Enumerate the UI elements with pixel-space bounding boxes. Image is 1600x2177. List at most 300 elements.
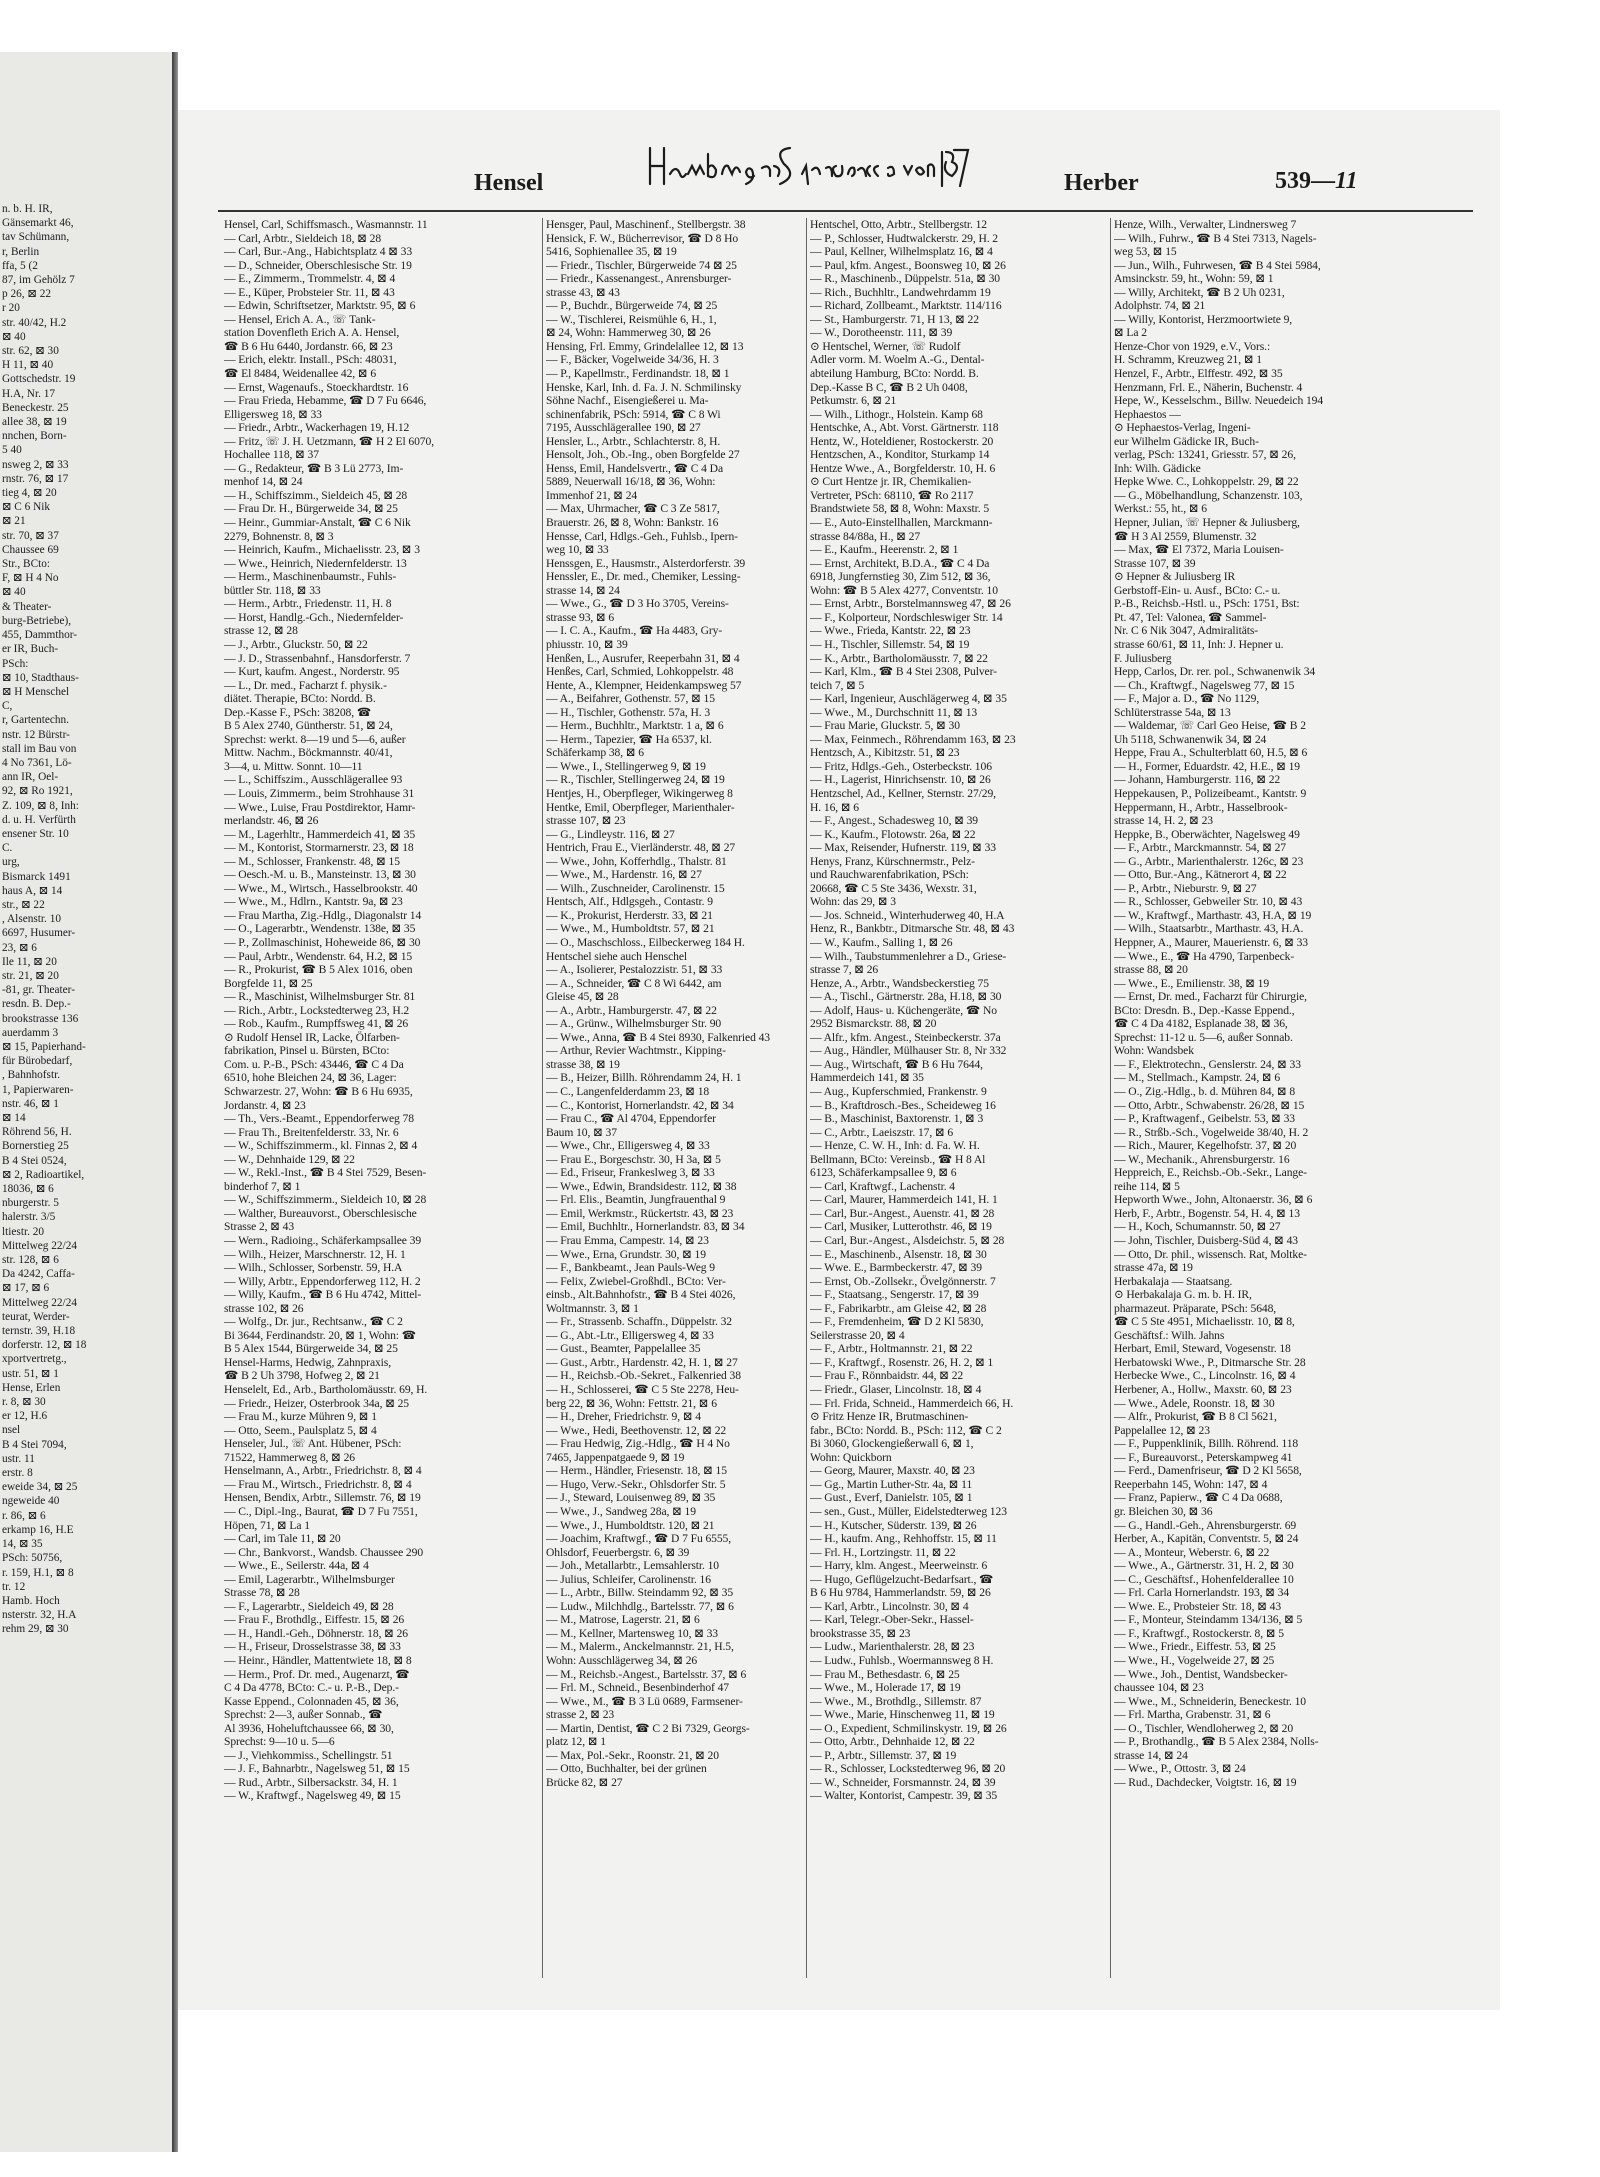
- directory-entry-line: — Heinrich, Kaufm., Michaelisstr. 23, ⊠ 3: [224, 543, 420, 557]
- directory-entry-line: — Ernst, Architekt, B.D.A., ☎ C 4 Da: [810, 556, 990, 570]
- directory-entry-line: — F., Elektrotechn., Genslerstr. 24, ⊠ 33: [1114, 1057, 1301, 1071]
- directory-entry-line: Sprechst: 9—10 u. 5—6: [224, 1735, 335, 1749]
- directory-entry-line: — Wwe., Heinrich, Niedernfelderstr. 13: [224, 556, 407, 570]
- directory-entry-line: — Frau M., Wirtsch., Friedrichstr. 8, ⊠ 4: [224, 1477, 412, 1491]
- directory-entry-line: — P., Arbtr., Nieburstr. 9, ⊠ 27: [1114, 881, 1257, 895]
- directory-entry-line: — Wwe., M., Hardenstr. 16, ⊠ 27: [546, 868, 702, 882]
- directory-entry-line: — Wwe., J., Sandweg 28a, ⊠ 19: [546, 1504, 696, 1518]
- directory-entry-line: merlandstr. 46, ⊠ 26: [224, 814, 319, 828]
- directory-entry-line: Heppe, Frau A., Schulterblatt 60, H.5, ⊠ 6: [1114, 746, 1308, 760]
- directory-entry-line: er 12, H.6: [2, 1410, 48, 1423]
- directory-entry-line: Reeperbahn 145, Wohn: 147, ⊠ 4: [1114, 1477, 1268, 1491]
- directory-entry-line: str., ⊠ 22: [2, 898, 45, 911]
- directory-entry-line: Wohn: Ausschlägerweg 34, ⊠ 26: [546, 1653, 698, 1667]
- directory-entry-line: platz 12, ⊠ 1: [546, 1735, 606, 1749]
- directory-entry-line: Hamb. Hoch: [2, 1594, 60, 1607]
- directory-entry-line: Bismarck 1491: [2, 870, 71, 883]
- directory-entry-line: d. u. H. Verfürth: [2, 813, 76, 826]
- directory-entry-line: eur Wilhelm Gädicke IR, Buch-: [1114, 434, 1259, 448]
- directory-entry-line: — P., Zollmaschinist, Hoheweide 86, ⊠ 30: [224, 935, 421, 949]
- directory-entry-line: B 5 Alex 1544, Bürgerweide 34, ⊠ 25: [224, 1342, 398, 1356]
- directory-entry-line: P.-B., Reichsb.-Hstl. u., PSch: 1751, Bst:: [1114, 597, 1300, 611]
- directory-entry-line: Bellmann, BCto: Vereinsb., ☎ H 8 Al: [810, 1152, 986, 1166]
- directory-entry-line: — Karl, Klm., ☎ B 4 Stei 2308, Pulver-: [810, 665, 997, 679]
- directory-entry-line: — Frl. Carla Hornerlandstr. 193, ⊠ 34: [1114, 1586, 1290, 1600]
- directory-entry-line: — Frau Martha, Zig.-Hdlg., Diagonalstr 14: [224, 908, 422, 922]
- directory-entry-line: ⊠ 15, Papierhand-: [2, 1040, 86, 1053]
- directory-entry-line: 2952 Bismarckstr. 88, ⊠ 20: [810, 1017, 937, 1031]
- directory-entry-line: — H., Friseur, Drosselstrasse 38, ⊠ 33: [224, 1640, 401, 1654]
- directory-entry-line: Hensel, Carl, Schiffsmasch., Wasmannstr. 11: [224, 218, 428, 231]
- directory-entry-line: — Frl. H., Lortzingstr. 11, ⊠ 22: [810, 1545, 956, 1559]
- directory-entry-line: — Wwe., A., Gärtnerstr. 31, H. 2, ⊠ 30: [1114, 1559, 1294, 1573]
- directory-page: [178, 110, 1500, 2010]
- directory-entry-line: — Emil, Werkmstr., Rückertstr. 43, ⊠ 23: [546, 1206, 734, 1220]
- directory-entry-line: — Rich., Buchhltr., Landwehrdamm 19: [810, 285, 991, 299]
- directory-entry-line: — Fr., Strassenb. Schaffn., Düppelstr. 32: [546, 1315, 733, 1329]
- directory-entry-line: — Franz, Papierw., ☎ C 4 Da 0688,: [1114, 1491, 1283, 1505]
- directory-entry-line: Bi 3060, Glockengießerwall 6, ⊠ 1,: [810, 1437, 974, 1451]
- directory-entry-line: — R., Prokurist, ☎ B 5 Alex 1016, oben: [224, 963, 413, 977]
- directory-entry-line: Brücke 82, ⊠ 27: [546, 1775, 623, 1789]
- directory-entry-line: — M., Kellner, Martensweg 10, ⊠ 33: [546, 1626, 718, 1640]
- directory-entry-line: — Johann, Hamburgerstr. 116, ⊠ 22: [1114, 773, 1281, 787]
- directory-entry-line: ⊠ 40: [2, 330, 26, 343]
- directory-entry-line: Heppermann, H., Arbtr., Hasselbrook-: [1114, 800, 1288, 814]
- directory-entry-line: Henss, Emil, Handelsvertr., ☎ C 4 Da: [546, 461, 723, 475]
- directory-entry-line: — Frau C., ☎ Al 4704, Eppendorfer: [546, 1112, 716, 1126]
- directory-entry-line: — Ludw., Milchhdlg., Bartelsstr. 77, ⊠ 6: [546, 1599, 734, 1613]
- directory-entry-line: — Hensel, Erich A. A., ☏ Tank-: [224, 312, 376, 326]
- directory-entry-line: Henselmann, A., Arbtr., Friedrichstr. 8, ⊠ 4: [224, 1464, 422, 1478]
- directory-entry-line: — H., Tischler, Sillemstr. 54, ⊠ 19: [810, 637, 970, 651]
- directory-entry-line: Schäferkamp 38, ⊠ 6: [546, 746, 644, 760]
- directory-entry-line: — Wilh., Schlosser, Sorbenstr. 59, H.A: [224, 1261, 403, 1275]
- directory-entry-line: Hammerdeich 141, ⊠ 35: [810, 1071, 924, 1085]
- directory-entry-line: — P., Kapellmstr., Ferdinandstr. 18, ⊠ 1: [546, 367, 730, 381]
- directory-entry-line: Hensick, F. W., Bücherrevisor, ☎ D 8 Ho: [546, 231, 739, 245]
- directory-entry-line: — F., Bankbeamt., Jean Pauls-Weg 9: [546, 1261, 715, 1275]
- directory-entry-line: Hephaestos —: [1114, 407, 1181, 421]
- directory-entry-line: ⊙ Hentschel, Werner, ☏ Rudolf: [810, 339, 961, 353]
- directory-entry-line: r 20: [2, 302, 20, 315]
- directory-entry-line: r, Gartentechn.: [2, 714, 69, 727]
- directory-entry-line: Immenhof 21, ⊠ 24: [546, 488, 638, 502]
- directory-entry-line: — Ernst, Ob.-Zollsekr., Övelgönnerstr. 7: [810, 1274, 996, 1288]
- directory-entry-line: ⊠ 21: [2, 515, 26, 528]
- directory-entry-line: Hentsch, Alf., Hdlgsgeh., Contastr. 9: [546, 895, 713, 909]
- directory-entry-line: Hentzsch, A., Kibitzstr. 51, ⊠ 23: [810, 746, 960, 760]
- directory-entry-line: Hensel-Harms, Hedwig, Zahnpraxis,: [224, 1355, 392, 1369]
- directory-entry-line: — Erich, elektr. Install., PSch: 48031,: [224, 353, 397, 367]
- directory-entry-line: ⊙ Fritz Henze IR, Brutmaschinen-: [810, 1410, 969, 1424]
- directory-entry-line: Kasse Eppend., Colonnaden 45, ⊠ 36,: [224, 1694, 399, 1708]
- directory-entry-line: Hense, Erlen: [2, 1381, 61, 1394]
- directory-entry-line: Henske, Karl, Inh. d. Fa. J. N. Schmilinsky: [546, 380, 742, 394]
- directory-entry-line: — W., Schiffszimmerm., Sieldeich 10, ⊠ 28: [224, 1193, 427, 1207]
- directory-entry-line: — Th., Vers.-Beamt., Eppendorferweg 78: [224, 1112, 414, 1126]
- directory-entry-line: — Friedr., Tischler, Bürgerweide 74 ⊠ 25: [546, 258, 737, 272]
- directory-entry-line: strasse 84/88a, H., ⊠ 27: [810, 529, 921, 543]
- directory-entry-line: Nr. C 6 Nik 3047, Admiralitäts-: [1114, 624, 1259, 638]
- directory-entry-line: Seilerstrasse 20, ⊠ 4: [810, 1328, 905, 1342]
- header-keyword-right: Herber: [1064, 170, 1139, 196]
- directory-entry-line: Pappelallee 12, ⊠ 23: [1114, 1423, 1210, 1437]
- column-divider: [542, 218, 543, 1978]
- directory-entry-line: — sen., Gust., Müller, Eidelstedterweg 123: [810, 1504, 1007, 1518]
- directory-entry-line: — Willy, Kaufm., ☎ B 6 Hu 4742, Mittel-: [224, 1288, 422, 1302]
- directory-entry-line: strasse 14, ⊠ 24: [546, 583, 620, 597]
- directory-entry-line: gr. Bleichen 30, ⊠ 36: [1114, 1504, 1213, 1518]
- directory-entry-line: str. 70, ⊠ 37: [2, 529, 59, 542]
- directory-entry-line: 6697, Husumer-: [2, 927, 76, 940]
- directory-entry-line: C 4 Da 4778, BCto: C.- u. P.-B., Dep.-: [224, 1681, 399, 1695]
- directory-entry-line: — W., Mechanik., Ahrensburgerstr. 16: [1114, 1152, 1290, 1166]
- directory-entry-line: Hentschke, A., Abt. Vorst. Gärtnerstr. 118: [810, 421, 999, 435]
- directory-entry-line: — Louis, Zimmerm., beim Strohhause 31: [224, 786, 415, 800]
- directory-entry-line: ☎ C 5 Ste 4951, Michaelisstr. 10, ⊠ 8,: [1114, 1315, 1295, 1329]
- directory-entry-line: — H., Former, Eduardstr. 42, H.E., ⊠ 19: [1114, 759, 1300, 773]
- directory-entry-line: — W., Tischlerei, Reismühle 6, H., 1,: [546, 312, 717, 326]
- directory-entry-line: 1, Papierwaren-: [2, 1083, 74, 1096]
- directory-entry-line: — Gg., Martin Luther-Str. 4a, ⊠ 11: [810, 1477, 973, 1491]
- directory-entry-line: strasse 2, ⊠ 23: [546, 1708, 615, 1722]
- directory-entry-line: — Frl. M., Schneid., Besenbinderhof 47: [546, 1681, 729, 1695]
- directory-entry-line: — Wilh., Staatsarbtr., Marthastr. 43, H.A.: [1114, 922, 1304, 936]
- directory-entry-line: — J. F., Bahnarbtr., Nagelsweg 51, ⊠ 15: [224, 1762, 410, 1776]
- directory-entry-line: H 11, ⊠ 40: [2, 359, 54, 372]
- directory-entry-line: — J., Arbtr., Gluckstr. 50, ⊠ 22: [224, 637, 368, 651]
- column-divider: [1110, 218, 1111, 1978]
- directory-entry-line: Henze-Chor von 1929, e.V., Vors.:: [1114, 339, 1271, 353]
- directory-entry-line: — Wilh., Lithogr., Holstein. Kamp 68: [810, 407, 983, 421]
- directory-entry-line: Hensger, Paul, Maschinenf., Stellbergstr. 38: [546, 218, 746, 231]
- directory-entry-line: — J., Steward, Louisenweg 89, ⊠ 35: [546, 1491, 716, 1505]
- directory-entry-line: F. Juliusberg: [1114, 651, 1172, 665]
- directory-entry-line: — Walther, Bureauvorst., Oberschlesische: [224, 1206, 417, 1220]
- directory-entry-line: Sprechst: werkt. 8—19 und 5—6, außer: [224, 732, 406, 746]
- directory-entry-line: Hentke, Emil, Oberpfleger, Marienthaler-: [546, 800, 735, 814]
- directory-entry-line: Henys, Franz, Kürschnermstr., Pelz-: [810, 854, 975, 868]
- directory-entry-line: nburgerstr. 5: [2, 1197, 59, 1210]
- directory-entry-line: — Joh., Metallarbtr., Lemsahlerstr. 10: [546, 1559, 719, 1573]
- directory-entry-line: — A., Tischl., Gärtnerstr. 28a, H.18, ⊠ 30: [810, 990, 1002, 1004]
- directory-entry-line: — Wwe., E., ☎ Ha 4790, Tarpenbeck-: [1114, 949, 1295, 963]
- directory-entry-line: xportvertretg.,: [2, 1353, 67, 1366]
- directory-entry-line: Hentrich, Frau E., Vierländerstr. 48, ⊠ 27: [546, 841, 736, 855]
- directory-entry-line: ⊠ H Menschel: [2, 685, 70, 698]
- directory-entry-line: — Wwe., M., Hdlrn., Kantstr. 9a, ⊠ 23: [224, 895, 403, 909]
- directory-entry-line: — Carl, Musiker, Lutterothstr. 46, ⊠ 19: [810, 1220, 992, 1234]
- directory-entry-line: ⊙ Rudolf Hensel IR, Lacke, Ölfarben-: [224, 1030, 400, 1044]
- directory-entry-line: 4 No 7361, Lö-: [2, 756, 72, 769]
- directory-entry-line: — B., Maschinist, Baxtorenstr. 1, ⊠ 3: [810, 1112, 984, 1126]
- directory-entry-line: Hentz, W., Hoteldiener, Rostockerstr. 20: [810, 434, 994, 448]
- entry-column-2: [546, 218, 804, 1789]
- directory-entry-line: — K., Arbtr., Bartholomäusstr. 7, ⊠ 22: [810, 651, 988, 665]
- directory-entry-line: — O., Tischler, Wendloherweg 2, ⊠ 20: [1114, 1721, 1294, 1735]
- directory-entry-line: binderhof 7, ⊠ 1: [224, 1179, 301, 1193]
- directory-entry-line: -81, gr. Theater-: [2, 984, 75, 997]
- directory-entry-line: — W., Kraftwgf., Marthastr. 43, H.A, ⊠ 19: [1114, 908, 1312, 922]
- directory-entry-line: ☎ H 3 Al 2559, Blumenstr. 32: [1114, 529, 1257, 543]
- directory-entry-line: Pt. 47, Tel: Valonea, ☎ Sammel-: [1114, 610, 1267, 624]
- directory-entry-line: strasse 14, H. 2, ⊠ 23: [1114, 814, 1213, 828]
- directory-entry-line: — G., Handl.-Geh., Ahrensburgerstr. 69: [1114, 1518, 1297, 1532]
- directory-entry-line: — Wilh., Heizer, Marschnerstr. 12, H. 1: [224, 1247, 406, 1261]
- directory-entry-line: Com. u. P.-B., PSch: 43446, ☎ C 4 Da: [224, 1057, 404, 1071]
- directory-entry-line: ensener Str. 10: [2, 827, 69, 840]
- directory-entry-line: teurat, Werder-: [2, 1310, 70, 1323]
- directory-entry-line: — H., Handl.-Geh., Döhnerstr. 18, ⊠ 26: [224, 1626, 408, 1640]
- directory-entry-line: ☎ B 6 Hu 6440, Jordanstr. 66, ⊠ 23: [224, 339, 393, 353]
- directory-entry-line: , Alsenstr. 10: [2, 913, 61, 926]
- directory-entry-line: — M., Lagerhltr., Hammerdeich 41, ⊠ 35: [224, 827, 416, 841]
- directory-entry-line: B 6 Hu 9784, Hammerlandstr. 59, ⊠ 26: [810, 1586, 991, 1600]
- directory-entry-line: Hepworth Wwe., John, Altonaerstr. 36, ⊠ 6: [1114, 1193, 1313, 1207]
- directory-entry-line: — Willy, Architekt, ☎ B 2 Uh 0231,: [1114, 285, 1285, 299]
- directory-entry-line: — Ludw., Marienthalerstr. 28, ⊠ 23: [810, 1640, 975, 1654]
- directory-entry-line: phiusstr. 10, ⊠ 39: [546, 637, 628, 651]
- directory-entry-line: BCto: Dresdn. B., Dep.-Kasse Eppend.,: [1114, 1003, 1295, 1017]
- directory-entry-line: — Frau M., Bethesdastr. 6, ⊠ 25: [810, 1667, 960, 1681]
- directory-entry-line: — Rud., Arbtr., Silbersackstr. 34, H. 1: [224, 1775, 398, 1789]
- directory-entry-line: 14, ⊠ 35: [2, 1538, 43, 1551]
- directory-entry-line: ☎ El 8484, Weidenallee 42, ⊠ 6: [224, 367, 377, 381]
- directory-entry-line: Z. 109, ⊠ 8, Inh:: [2, 799, 79, 812]
- directory-entry-line: — W., Schiffszimmerm., kl. Finnas 2, ⊠ 4: [224, 1139, 418, 1153]
- directory-entry-line: urg,: [2, 856, 20, 869]
- directory-entry-line: — E., Kaufm., Heerenstr. 2, ⊠ 1: [810, 543, 959, 557]
- directory-entry-line: str. 40/42, H.2: [2, 316, 67, 329]
- directory-entry-line: Adolphstr. 74, ⊠ 21: [1114, 299, 1206, 313]
- directory-entry-line: — Ernst, Arbtr., Borstelmannsweg 47, ⊠ 26: [810, 597, 1011, 611]
- directory-entry-line: Brandstwiete 58, ⊠ 8, Wohn: Maxstr. 5: [810, 502, 990, 516]
- directory-entry-line: — Ernst, Wagenaufs., Stoeckhardtstr. 16: [224, 380, 409, 394]
- directory-entry-line: — Fritz, Hdlgs.-Geh., Osterbeckstr. 106: [810, 759, 992, 773]
- directory-entry-line: Söhne Nachf., Eisengießerei u. Ma-: [546, 394, 709, 408]
- directory-entry-line: — Rob., Kaufm., Rumpffsweg 41, ⊠ 26: [224, 1017, 409, 1031]
- directory-entry-line: — Karl, Ingenieur, Auschlägerweg 4, ⊠ 35: [810, 692, 1007, 706]
- directory-entry-line: — Paul, Arbtr., Wendenstr. 64, H.2, ⊠ 15: [224, 949, 413, 963]
- directory-entry-line: — Wwe., Edwin, Brandsidestr. 112, ⊠ 38: [546, 1179, 737, 1193]
- directory-entry-line: — C., Kontorist, Hornerlandstr. 42, ⊠ 34: [546, 1098, 734, 1112]
- directory-entry-line: n. b. H. IR,: [2, 203, 53, 215]
- directory-entry-line: — O., Zig.-Hdlg., b. d. Mühren 84, ⊠ 8: [1114, 1085, 1296, 1098]
- directory-entry-line: — G., Redakteur, ☎ B 3 Lü 2773, Im-: [224, 461, 404, 475]
- directory-entry-line: — Max, Feinmech., Röhrendamm 163, ⊠ 23: [810, 732, 1016, 746]
- directory-entry-line: — Edwin, Schriftsetzer, Marktstr. 95, ⊠ 6: [224, 299, 416, 313]
- directory-entry-line: — Heinr., Gummiar-Anstalt, ☎ C 6 Nik: [224, 516, 411, 530]
- directory-entry-line: — Wwe., E., Emilienstr. 38, ⊠ 19: [1114, 976, 1270, 990]
- directory-entry-line: Henzmann, Frl. E., Näherin, Buchenstr. 4: [1114, 380, 1303, 394]
- directory-entry-line: nstr. 12 Bürstr-: [2, 728, 70, 741]
- directory-entry-line: 23, ⊠ 6: [2, 941, 37, 954]
- directory-entry-line: — Adolf, Haus- u. Küchengeräte, ☎ No: [810, 1003, 997, 1017]
- directory-entry-line: — M., Matrose, Lagerstr. 21, ⊠ 6: [546, 1613, 700, 1627]
- directory-entry-line: — Carl, Arbtr., Sieldeich 18, ⊠ 28: [224, 231, 382, 245]
- directory-entry-line: — Wwe., E., Seilerstr. 44a, ⊠ 4: [224, 1559, 369, 1573]
- directory-entry-line: — H., Schiffszimm., Sieldeich 45, ⊠ 28: [224, 488, 408, 502]
- directory-entry-line: Henssgen, E., Hausmstr., Alsterdorferstr. 39: [546, 556, 746, 570]
- directory-entry-line: r, Berlin: [2, 245, 40, 258]
- directory-entry-line: C,: [2, 700, 13, 713]
- directory-entry-line: — Emil, Buchhltr., Hornerlandstr. 83, ⊠ 34: [546, 1220, 745, 1234]
- directory-entry-line: Bornerstieg 25: [2, 1140, 69, 1153]
- directory-entry-line: — Ch., Kraftwgf., Nagelsweg 77, ⊠ 15: [1114, 678, 1295, 692]
- directory-entry-line: — Frau Hedwig, Zig.-Hdlg., ☎ H 4 No: [546, 1437, 730, 1451]
- directory-entry-line: PSch:: [2, 657, 29, 670]
- directory-entry-line: erkamp 16, H.E: [2, 1523, 74, 1536]
- directory-entry-line: — Friedr., Kassenangest., Anrensburger-: [546, 272, 732, 286]
- directory-entry-line: brookstrasse 35, ⊠ 23: [810, 1626, 911, 1640]
- directory-entry-line: tieg 4, ⊠ 20: [2, 487, 57, 500]
- directory-entry-line: Hensolt, Joh., Ob.-Ing., oben Borgfelde 27: [546, 448, 740, 462]
- directory-entry-line: 3—4, u. Mittw. Sonnt. 10—11: [224, 759, 363, 773]
- directory-entry-line: — Heinr., Händler, Mattentwiete 18, ⊠ 8: [224, 1653, 412, 1667]
- directory-entry-line: — Frau F., Brothdlg., Eiffestr. 15, ⊠ 26: [224, 1613, 405, 1627]
- directory-entry-line: stall im Bau von: [2, 742, 77, 755]
- directory-entry-line: fabrikation, Pinsel u. Bürsten, BCto:: [224, 1044, 390, 1058]
- directory-entry-line: — Carl, Bur.-Angest., Auenstr. 41, ⊠ 28: [810, 1206, 995, 1220]
- directory-entry-line: Henßen, L., Ausrufer, Reeperbahn 31, ⊠ 4: [546, 651, 740, 665]
- directory-entry-line: Hochallee 118, ⊠ 37: [224, 448, 319, 462]
- directory-entry-line: Hentzschen, A., Konditor, Sturkamp 14: [810, 448, 990, 462]
- directory-entry-line: rehm 29, ⊠ 30: [2, 1623, 69, 1636]
- directory-entry-line: resdn. B. Dep.-: [2, 998, 71, 1011]
- directory-entry-line: ⊙ Hephaestos-Verlag, Ingeni-: [1114, 421, 1251, 435]
- directory-entry-line: Baum 10, ⊠ 37: [546, 1125, 617, 1139]
- directory-entry-line: — Waldemar, ☏ Carl Geo Heise, ☎ B 2: [1114, 719, 1306, 733]
- directory-entry-line: ustr. 51, ⊠ 1: [2, 1367, 59, 1380]
- directory-entry-line: ⊠ 24, Wohn: Hammerweg 30, ⊠ 26: [546, 326, 711, 340]
- directory-entry-line: Elligersweg 18, ⊠ 33: [224, 407, 322, 421]
- directory-entry-line: — E., Zimmerm., Trommelstr. 4, ⊠ 4: [224, 272, 396, 286]
- directory-entry-line: — F., Kraftwgf., Rosenstr. 26, H. 2, ⊠ 1: [810, 1355, 994, 1369]
- directory-entry-line: B 4 Stei 0524,: [2, 1154, 67, 1167]
- directory-entry-line: — M., Reichsb.-Angest., Bartelsstr. 37, ⊠ 6: [546, 1667, 747, 1681]
- directory-entry-line: reihe 114, ⊠ 5: [1114, 1179, 1180, 1193]
- directory-entry-line: Henssler, E., Dr. med., Chemiker, Lessing-: [546, 570, 741, 584]
- directory-entry-line: — Wwe., John, Kofferhdlg., Thalstr. 81: [546, 854, 727, 868]
- directory-entry-line: Mittelweg 22/24: [2, 1239, 77, 1252]
- directory-entry-line: Hentjes, H., Oberpfleger, Wikingerweg 8: [546, 786, 733, 800]
- directory-entry-line: , Bahnhofstr.: [2, 1069, 61, 1082]
- entry-column-4: [1114, 218, 1486, 1789]
- directory-entry-line: B 4 Stei 7094,: [2, 1438, 67, 1451]
- directory-entry-line: — K., Prokurist, Herderstr. 33, ⊠ 21: [546, 908, 713, 922]
- directory-entry-line: — Hugo, Verw.-Sekr., Ohlsdorfer Str. 5: [546, 1477, 726, 1491]
- directory-entry-line: — John, Tischler, Duisberg-Süd 4, ⊠ 43: [1114, 1234, 1298, 1248]
- directory-entry-line: Heppreich, E., Reichsb.-Ob.-Sekr., Lange-: [1114, 1166, 1307, 1180]
- directory-entry-line: — F., Bäcker, Vogelweide 34/36, H. 3: [546, 353, 719, 367]
- directory-entry-line: r. 86, ⊠ 6: [2, 1509, 46, 1522]
- directory-entry-line: — Wwe., H., Vogelweide 27, ⊠ 25: [1114, 1653, 1275, 1667]
- directory-entry-line: — A., Monteur, Weberstr. 6, ⊠ 22: [1114, 1545, 1270, 1559]
- directory-entry-line: — Fritz, ☏ J. H. Uetzmann, ☎ H 2 El 6070,: [224, 434, 434, 448]
- directory-entry-line: — Herm., Prof. Dr. med., Augenarzt, ☎: [224, 1667, 410, 1681]
- directory-entry-line: Höpen, 71, ⊠ La 1: [224, 1518, 310, 1532]
- directory-entry-line: rnstr. 76, ⊠ 17: [2, 472, 69, 485]
- directory-entry-line: & Theater-: [2, 600, 52, 613]
- directory-entry-line: — Carl, Maurer, Hammerdeich 141, H. 1: [810, 1193, 998, 1207]
- directory-entry-line: Hensler, L., Arbtr., Schlachterstr. 8, H.: [546, 434, 721, 448]
- directory-entry-line: — A., Grünw., Wilhelmsburger Str. 90: [546, 1017, 722, 1031]
- directory-entry-line: ⊠ C 6 Nik: [2, 501, 51, 514]
- directory-entry-line: — Carl, Bur.-Ang., Habichtsplatz 4 ⊠ 33: [224, 245, 413, 259]
- directory-entry-line: — Wwe., M., Wirtsch., Hasselbrookstr. 40: [224, 881, 418, 895]
- directory-entry-line: Hensse, Carl, Hdlgs.-Geh., Fuhlsb., Ipern-: [546, 529, 738, 543]
- directory-entry-line: — Julius, Schleifer, Carolinenstr. 16: [546, 1572, 711, 1586]
- directory-entry-line: H. 16, ⊠ 6: [810, 800, 859, 814]
- directory-entry-line: — F., Staatsang., Sengerstr. 17, ⊠ 39: [810, 1288, 979, 1302]
- directory-entry-line: — R., Schlosser, Gebweiler Str. 10, ⊠ 43: [1114, 895, 1303, 909]
- directory-entry-line: Dep.-Kasse F., PSch: 38208, ☎: [224, 705, 372, 719]
- directory-entry-line: nsterstr. 32, H.A: [2, 1609, 77, 1622]
- directory-entry-line: — Herm., Maschinenbaumstr., Fuhls-: [224, 570, 397, 584]
- directory-entry-line: — Wilh., Taubstummenlehrer a D., Griese-: [810, 949, 1007, 963]
- directory-entry-line: Str., BCto:: [2, 558, 51, 571]
- directory-entry-line: ⊠ 2, Radioartikel,: [2, 1168, 85, 1181]
- directory-entry-line: für Bürobedarf,: [2, 1055, 73, 1068]
- directory-entry-line: ⊠ 14: [2, 1112, 26, 1124]
- directory-entry-line: — F., Angest., Schadesweg 10, ⊠ 39: [810, 814, 979, 828]
- directory-entry-line: Adler vorm. M. Woelm A.-G., Dental-: [810, 353, 985, 367]
- directory-entry-line: — Wwe., Anna, ☎ B 4 Stei 8930, Falkenried 43: [546, 1030, 770, 1044]
- directory-entry-line: Ile 11, ⊠ 20: [2, 955, 57, 968]
- directory-entry-line: — H., Tischler, Gothenstr. 57a, H. 3: [546, 705, 711, 719]
- column-divider: [806, 218, 807, 1978]
- directory-entry-line: Uh 5118, Schwanenwik 34, ⊠ 24: [1114, 732, 1267, 746]
- directory-entry-line: — C., Langenfelderdamm 23, ⊠ 18: [546, 1085, 710, 1098]
- directory-entry-line: — H., Lagerist, Hinrichsenstr. 10, ⊠ 26: [810, 773, 991, 787]
- directory-entry-line: chaussee 104, ⊠ 23: [1114, 1681, 1204, 1695]
- header-rule: [218, 210, 1473, 212]
- directory-entry-line: — Frau Frieda, Hebamme, ☎ D 7 Fu 6646,: [224, 394, 427, 408]
- directory-entry-line: — Karl, Arbtr., Lincolnstr. 30, ⊠ 4: [810, 1599, 969, 1613]
- directory-entry-line: schinenfabrik, PSch: 5914, ☎ C 8 Wi: [546, 407, 721, 421]
- directory-entry-line: Herbener, A., Hollw., Maxstr. 60, ⊠ 23: [1114, 1383, 1292, 1397]
- directory-entry-line: — G., Lindleystr. 116, ⊠ 27: [546, 827, 675, 841]
- directory-entry-line: strasse 107, ⊠ 23: [546, 814, 626, 828]
- directory-entry-line: 7465, Jappenpatgaede 9, ⊠ 19: [546, 1450, 685, 1464]
- directory-entry-line: — F., Arbtr., Holtmannstr. 21, ⊠ 22: [810, 1342, 973, 1356]
- directory-entry-line: station Dovenfleth Erich A. A. Hensel,: [224, 326, 400, 340]
- directory-entry-line: 6918, Jungfernstieg 30, Zim 512, ⊠ 36,: [810, 570, 991, 584]
- directory-entry-line: Mittw. Nachm., Böckmannstr. 40/41,: [224, 746, 393, 760]
- directory-entry-line: Henseler, Jul., ☏ Ant. Hübener, PSch:: [224, 1437, 402, 1451]
- directory-entry-line: — K., Kaufm., Flotowstr. 26a, ⊠ 22: [810, 827, 976, 841]
- directory-entry-line: ann IR, Oel-: [2, 771, 59, 784]
- directory-entry-line: — R., Strßb.-Sch., Vogelweide 38/40, H. 2: [1114, 1125, 1309, 1139]
- directory-entry-line: — Joachim, Kraftwgf., ☎ D 7 Fu 6555,: [546, 1532, 732, 1546]
- directory-entry-line: — Arthur, Revier Wachtmstr., Kipping-: [546, 1044, 726, 1058]
- directory-entry-line: — F., Kraftwgf., Rostockerstr. 8, ⊠ 5: [1114, 1626, 1284, 1640]
- directory-entry-line: — Wolfg., Dr. jur., Rechtsanw., ☎ C 2: [224, 1315, 403, 1329]
- directory-entry-line: — M., Malerm., Anckelmannstr. 21, H.5,: [546, 1640, 734, 1654]
- directory-entry-line: — Karl, Telegr.-Ober-Sekr., Hassel-: [810, 1613, 974, 1627]
- directory-entry-line: ⊙ Herbakalaja G. m. b. H. IR,: [1114, 1288, 1252, 1302]
- directory-entry-line: — Wwe., Adele, Roonstr. 18, ⊠ 30: [1114, 1396, 1275, 1410]
- directory-entry-line: Hepp, Carlos, Dr. rer. pol., Schwanenwik 34: [1114, 665, 1316, 679]
- directory-entry-line: — L., Dr. med., Facharzt f. physik.-: [224, 678, 387, 692]
- directory-entry-line: — Ferd., Damenfriseur, ☎ D 2 Kl 5658,: [1114, 1464, 1302, 1478]
- directory-entry-line: Henselelt, Ed., Arb., Bartholomäusstr. 69, H.: [224, 1383, 428, 1397]
- entry-column-1: [224, 218, 542, 1803]
- directory-entry-line: — Alfr., Prokurist, ☎ B 8 Cl 5621,: [1114, 1410, 1277, 1424]
- directory-entry-line: diätet. Therapie, BCto: Nordd. B.: [224, 692, 376, 706]
- directory-entry-line: er IR, Buch-: [2, 643, 59, 656]
